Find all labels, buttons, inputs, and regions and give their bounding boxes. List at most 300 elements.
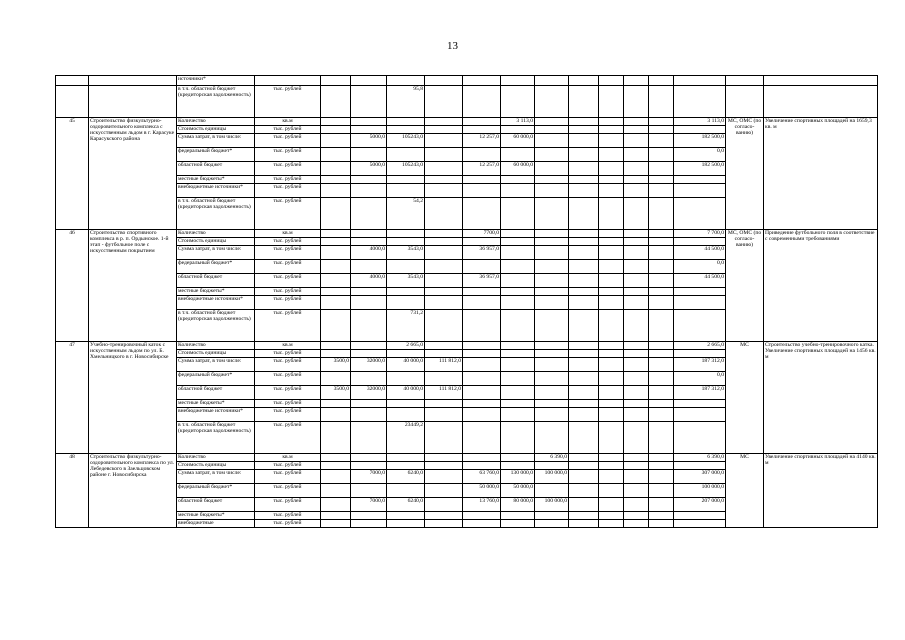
value-cell-c14 bbox=[649, 372, 674, 386]
unit-cell: тыс. рублей bbox=[255, 296, 321, 310]
unit-cell: тыс. рублей bbox=[255, 400, 321, 408]
value-cell-total bbox=[674, 296, 726, 310]
value-cell-c13 bbox=[624, 462, 649, 470]
value-cell-c5: 4000,0 bbox=[351, 246, 387, 260]
value-cell-c11 bbox=[569, 162, 599, 176]
value-cell-c5: 7000,0 bbox=[351, 470, 387, 484]
value-cell-c13 bbox=[624, 260, 649, 274]
unit-cell: тыс. рублей bbox=[255, 198, 321, 230]
value-cell-c8 bbox=[463, 350, 501, 358]
table-row bbox=[56, 454, 878, 462]
value-cell-c9 bbox=[501, 296, 535, 310]
expected-result: Строительство учебно-тренировочного катка. Увеличение спортивных площадей на 1456 кв. м bbox=[764, 342, 878, 454]
unit-cell: тыс. рублей bbox=[255, 86, 321, 118]
value-cell-c10 bbox=[535, 274, 569, 288]
value-cell-c4 bbox=[321, 408, 351, 422]
value-cell-c8 bbox=[463, 296, 501, 310]
value-cell-c5 bbox=[351, 310, 387, 342]
value-cell-c6 bbox=[387, 454, 425, 462]
value-cell-c6: 95,8 bbox=[387, 86, 425, 118]
value-cell-c10: 100 000,0 bbox=[535, 470, 569, 484]
value-cell-c14 bbox=[649, 310, 674, 342]
value-cell-c14 bbox=[649, 386, 674, 400]
value-cell-c7 bbox=[425, 76, 463, 86]
value-cell-c4 bbox=[321, 484, 351, 498]
table-row bbox=[56, 230, 878, 238]
value-cell-total bbox=[674, 408, 726, 422]
value-cell-c9 bbox=[501, 274, 535, 288]
indicator-cell: внебюджетные источники* bbox=[177, 296, 255, 310]
object-name: Строительство физкультурно-оздоровительного комплекса по ул. Лебедевского в Заельцовском районе г. Новосибирска bbox=[89, 454, 177, 528]
unit-cell: тыс. рублей bbox=[255, 462, 321, 470]
value-cell-c11 bbox=[569, 274, 599, 288]
unit-cell: тыс. рублей bbox=[255, 350, 321, 358]
value-cell-c10 bbox=[535, 148, 569, 162]
value-cell-c5: 32000,0 bbox=[351, 358, 387, 372]
value-cell-c5 bbox=[351, 86, 387, 118]
value-cell-c7 bbox=[425, 470, 463, 484]
value-cell-c4 bbox=[321, 148, 351, 162]
indicator-cell: внебюджетные bbox=[177, 520, 255, 528]
value-cell-c13 bbox=[624, 246, 649, 260]
value-cell-c11 bbox=[569, 246, 599, 260]
value-cell-c12 bbox=[599, 386, 624, 400]
value-cell-c11 bbox=[569, 310, 599, 342]
value-cell-c14 bbox=[649, 470, 674, 484]
value-cell-c11 bbox=[569, 484, 599, 498]
value-cell-c6 bbox=[387, 230, 425, 238]
value-cell-c13 bbox=[624, 198, 649, 230]
value-cell-total: 207 000,0 bbox=[674, 498, 726, 512]
expected-result: Увеличение спортивных площадей на 1659,3 кв. м bbox=[764, 118, 878, 230]
value-cell-c10 bbox=[535, 350, 569, 358]
value-cell-c10 bbox=[535, 134, 569, 148]
indicator-cell: источники* bbox=[177, 76, 255, 86]
indicator-cell: областной бюджет bbox=[177, 274, 255, 288]
value-cell-c12 bbox=[599, 76, 624, 86]
unit-cell: тыс. рублей bbox=[255, 238, 321, 246]
value-cell-c9 bbox=[501, 86, 535, 118]
value-cell-c8 bbox=[463, 86, 501, 118]
value-cell-c7: 111 812,0 bbox=[425, 358, 463, 372]
value-cell-c8 bbox=[463, 520, 501, 528]
value-cell-c10 bbox=[535, 520, 569, 528]
value-cell-c14 bbox=[649, 408, 674, 422]
value-cell-total bbox=[674, 176, 726, 184]
value-cell-c14 bbox=[649, 260, 674, 274]
value-cell-c8 bbox=[463, 176, 501, 184]
value-cell-c5 bbox=[351, 288, 387, 296]
value-cell-c11 bbox=[569, 148, 599, 162]
value-cell-c13 bbox=[624, 386, 649, 400]
value-cell-c14 bbox=[649, 162, 674, 176]
value-cell-c13 bbox=[624, 350, 649, 358]
value-cell-c9: 60 000,0 bbox=[501, 134, 535, 148]
value-cell-c9: 130 000,0 bbox=[501, 470, 535, 484]
value-cell-c11 bbox=[569, 176, 599, 184]
value-cell-c7 bbox=[425, 422, 463, 454]
value-cell-c10 bbox=[535, 260, 569, 274]
value-cell-c13 bbox=[624, 520, 649, 528]
value-cell-c10 bbox=[535, 310, 569, 342]
value-cell-c14 bbox=[649, 400, 674, 408]
value-cell-c7 bbox=[425, 342, 463, 350]
table-row bbox=[56, 342, 878, 350]
value-cell-c5 bbox=[351, 260, 387, 274]
value-cell-c5 bbox=[351, 230, 387, 238]
value-cell-c12 bbox=[599, 520, 624, 528]
value-cell-c14 bbox=[649, 86, 674, 118]
value-cell-c14 bbox=[649, 176, 674, 184]
value-cell-c4: 3500,0 bbox=[321, 358, 351, 372]
value-cell-c5 bbox=[351, 422, 387, 454]
value-cell-c14 bbox=[649, 350, 674, 358]
value-cell-c7 bbox=[425, 462, 463, 470]
value-cell-c8 bbox=[463, 198, 501, 230]
unit-cell: тыс. рублей bbox=[255, 260, 321, 274]
value-cell-c5: 5000,0 bbox=[351, 162, 387, 176]
indicator-cell: внебюджетные источники* bbox=[177, 408, 255, 422]
value-cell-c6 bbox=[387, 408, 425, 422]
value-cell-c5: 7000,0 bbox=[351, 498, 387, 512]
value-cell-c5 bbox=[351, 118, 387, 126]
value-cell-c11 bbox=[569, 372, 599, 386]
value-cell-c6: 3543,0 bbox=[387, 246, 425, 260]
value-cell-c11 bbox=[569, 76, 599, 86]
value-cell-total bbox=[674, 512, 726, 520]
value-cell-total bbox=[674, 422, 726, 454]
value-cell-c6 bbox=[387, 400, 425, 408]
value-cell-c7 bbox=[425, 260, 463, 274]
value-cell-c4 bbox=[321, 184, 351, 198]
responsible-org: МС, ОМС (по согласо-ванию) bbox=[726, 230, 764, 342]
unit-cell: тыс. рублей bbox=[255, 176, 321, 184]
value-cell-c11 bbox=[569, 288, 599, 296]
value-cell-total bbox=[674, 462, 726, 470]
value-cell-c8 bbox=[463, 118, 501, 126]
value-cell-c6: 3543,0 bbox=[387, 274, 425, 288]
value-cell-c12 bbox=[599, 342, 624, 350]
value-cell-c6 bbox=[387, 296, 425, 310]
value-cell-c5 bbox=[351, 238, 387, 246]
value-cell-c9 bbox=[501, 520, 535, 528]
value-cell-c5 bbox=[351, 198, 387, 230]
value-cell-c13 bbox=[624, 358, 649, 372]
value-cell-c13 bbox=[624, 184, 649, 198]
indicator-cell: областной бюджет bbox=[177, 162, 255, 176]
org-cell bbox=[726, 86, 764, 118]
value-cell-c13 bbox=[624, 422, 649, 454]
unit-cell: тыс. рублей bbox=[255, 184, 321, 198]
unit-cell: тыс. рублей bbox=[255, 358, 321, 372]
value-cell-c6: 731,2 bbox=[387, 310, 425, 342]
value-cell-c12 bbox=[599, 422, 624, 454]
indicator-cell: Стоимость единицы bbox=[177, 350, 255, 358]
unit-cell: тыс. рублей bbox=[255, 422, 321, 454]
value-cell-c5 bbox=[351, 454, 387, 462]
indicator-cell: в т.ч. областной бюджет (кредиторская задолженность) bbox=[177, 86, 255, 118]
value-cell-c12 bbox=[599, 260, 624, 274]
value-cell-c8: 13 760,0 bbox=[463, 498, 501, 512]
value-cell-c4 bbox=[321, 118, 351, 126]
unit-cell: тыс. рублей bbox=[255, 134, 321, 148]
value-cell-c6 bbox=[387, 512, 425, 520]
program-table bbox=[55, 75, 878, 528]
value-cell-c7 bbox=[425, 246, 463, 260]
unit-cell: тыс. рублей bbox=[255, 288, 321, 296]
value-cell-c13 bbox=[624, 76, 649, 86]
value-cell-c14 bbox=[649, 126, 674, 134]
value-cell-c13 bbox=[624, 342, 649, 350]
value-cell-c7 bbox=[425, 198, 463, 230]
indicator-cell: Сумма затрат, в том числе: bbox=[177, 358, 255, 372]
value-cell-c11 bbox=[569, 520, 599, 528]
value-cell-c11 bbox=[569, 454, 599, 462]
object-number: 47 bbox=[56, 342, 89, 454]
value-cell-c6 bbox=[387, 126, 425, 134]
value-cell-c9 bbox=[501, 358, 535, 372]
value-cell-c10 bbox=[535, 422, 569, 454]
value-cell-c10 bbox=[535, 342, 569, 350]
value-cell-c7 bbox=[425, 400, 463, 408]
value-cell-c7 bbox=[425, 134, 463, 148]
value-cell-c5 bbox=[351, 126, 387, 134]
value-cell-c11 bbox=[569, 350, 599, 358]
value-cell-c13 bbox=[624, 296, 649, 310]
value-cell-c5 bbox=[351, 76, 387, 86]
value-cell-c10: 6 390,0 bbox=[535, 454, 569, 462]
indicator-cell: в т.ч. областной бюджет (кредиторская задолженность) bbox=[177, 198, 255, 230]
value-cell-total bbox=[674, 350, 726, 358]
unit-cell: тыс. рублей bbox=[255, 512, 321, 520]
value-cell-c11 bbox=[569, 118, 599, 126]
value-cell-total: 187 312,0 bbox=[674, 358, 726, 372]
value-cell-c5 bbox=[351, 400, 387, 408]
value-cell-c11 bbox=[569, 260, 599, 274]
value-cell-c12 bbox=[599, 400, 624, 408]
value-cell-c8 bbox=[463, 76, 501, 86]
value-cell-c12 bbox=[599, 230, 624, 238]
value-cell-c5: 32000,0 bbox=[351, 386, 387, 400]
responsible-org: МС bbox=[726, 342, 764, 454]
value-cell-c13 bbox=[624, 176, 649, 184]
value-cell-c4 bbox=[321, 274, 351, 288]
value-cell-c4 bbox=[321, 246, 351, 260]
value-cell-c4 bbox=[321, 400, 351, 408]
value-cell-c7 bbox=[425, 230, 463, 238]
value-cell-c7 bbox=[425, 454, 463, 462]
value-cell-total: 0,0 bbox=[674, 260, 726, 274]
value-cell-c13 bbox=[624, 484, 649, 498]
value-cell-c6 bbox=[387, 288, 425, 296]
value-cell-c9 bbox=[501, 176, 535, 184]
value-cell-total: 0,0 bbox=[674, 148, 726, 162]
value-cell-total bbox=[674, 76, 726, 86]
value-cell-total bbox=[674, 184, 726, 198]
value-cell-c8 bbox=[463, 342, 501, 350]
value-cell-c13 bbox=[624, 498, 649, 512]
value-cell-c9 bbox=[501, 400, 535, 408]
value-cell-c12 bbox=[599, 134, 624, 148]
value-cell-c10 bbox=[535, 238, 569, 246]
value-cell-c9 bbox=[501, 238, 535, 246]
unit-cell bbox=[255, 76, 321, 86]
value-cell-c10 bbox=[535, 386, 569, 400]
value-cell-c7 bbox=[425, 274, 463, 288]
value-cell-c11 bbox=[569, 134, 599, 148]
indicator-cell: местные бюджеты* bbox=[177, 512, 255, 520]
value-cell-total bbox=[674, 310, 726, 342]
value-cell-total bbox=[674, 288, 726, 296]
value-cell-c12 bbox=[599, 454, 624, 462]
indicator-cell: Стоимость единицы bbox=[177, 126, 255, 134]
page-number: 13 bbox=[447, 40, 458, 52]
value-cell-c10 bbox=[535, 484, 569, 498]
indicator-cell: внебюджетные источники* bbox=[177, 184, 255, 198]
value-cell-c4 bbox=[321, 134, 351, 148]
expected-result: Приведение футбольного поля в соответствие с современными требованиями bbox=[764, 230, 878, 342]
value-cell-c8 bbox=[463, 408, 501, 422]
value-cell-c4 bbox=[321, 350, 351, 358]
unit-cell: тыс. рублей bbox=[255, 148, 321, 162]
value-cell-c7 bbox=[425, 310, 463, 342]
value-cell-c9: 80 000,0 bbox=[501, 498, 535, 512]
value-cell-c6 bbox=[387, 520, 425, 528]
value-cell-total: 2 665,0 bbox=[674, 342, 726, 350]
value-cell-c13 bbox=[624, 126, 649, 134]
value-cell-total: 100 000,0 bbox=[674, 484, 726, 498]
responsible-org: МС, ОМС (по согласо-ванию) bbox=[726, 118, 764, 230]
indicator-cell: местные бюджеты* bbox=[177, 176, 255, 184]
value-cell-c6 bbox=[387, 462, 425, 470]
value-cell-c14 bbox=[649, 484, 674, 498]
value-cell-total bbox=[674, 126, 726, 134]
value-cell-c4 bbox=[321, 498, 351, 512]
unit-cell: тыс. рублей bbox=[255, 484, 321, 498]
value-cell-c8 bbox=[463, 386, 501, 400]
object-name: Строительство физкультурно-оздоровительного комплекса с искусственным льдом в г. Карасуке Карасукского района bbox=[89, 118, 177, 230]
value-cell-c12 bbox=[599, 162, 624, 176]
unit-cell: кв.м bbox=[255, 454, 321, 462]
value-cell-total: 7 700,0 bbox=[674, 230, 726, 238]
value-cell-c4 bbox=[321, 310, 351, 342]
indicator-cell: в т.ч. областной бюджет (кредиторская задолженность) bbox=[177, 310, 255, 342]
value-cell-c12 bbox=[599, 470, 624, 484]
value-cell-c6 bbox=[387, 148, 425, 162]
value-cell-c5: 5000,0 bbox=[351, 134, 387, 148]
table-row bbox=[56, 118, 878, 126]
indicator-cell: федеральный бюджет* bbox=[177, 148, 255, 162]
value-cell-c13 bbox=[624, 288, 649, 296]
value-cell-c4 bbox=[321, 176, 351, 184]
indicator-cell: Сумма затрат, в том числе: bbox=[177, 134, 255, 148]
indicator-cell: Стоимость единицы bbox=[177, 462, 255, 470]
value-cell-c6 bbox=[387, 484, 425, 498]
value-cell-c9: 50 000,0 bbox=[501, 484, 535, 498]
value-cell-total: 44 500,0 bbox=[674, 246, 726, 260]
value-cell-c6 bbox=[387, 372, 425, 386]
value-cell-c6 bbox=[387, 176, 425, 184]
indicator-cell: Количество bbox=[177, 342, 255, 350]
unit-cell: тыс. рублей bbox=[255, 246, 321, 260]
value-cell-c12 bbox=[599, 176, 624, 184]
value-cell-c7 bbox=[425, 520, 463, 528]
value-cell-c11 bbox=[569, 462, 599, 470]
indicator-cell: Стоимость единицы bbox=[177, 238, 255, 246]
value-cell-c10 bbox=[535, 288, 569, 296]
value-cell-c9 bbox=[501, 246, 535, 260]
value-cell-c5 bbox=[351, 408, 387, 422]
value-cell-c11 bbox=[569, 498, 599, 512]
value-cell-c4 bbox=[321, 126, 351, 134]
value-cell-c14 bbox=[649, 422, 674, 454]
value-cell-c12 bbox=[599, 184, 624, 198]
value-cell-c9 bbox=[501, 184, 535, 198]
value-cell-c8: 50 000,0 bbox=[463, 484, 501, 498]
value-cell-c8 bbox=[463, 358, 501, 372]
value-cell-c9 bbox=[501, 126, 535, 134]
value-cell-c14 bbox=[649, 238, 674, 246]
value-cell-c12 bbox=[599, 288, 624, 296]
value-cell-total bbox=[674, 198, 726, 230]
value-cell-total bbox=[674, 520, 726, 528]
object-name: Строительство спортивного комплекса в р. п. Ордынское. 1-й этап - футбольное поле с искусственным покрытием bbox=[89, 230, 177, 342]
indicator-cell: Количество bbox=[177, 230, 255, 238]
value-cell-c6: 23449,2 bbox=[387, 422, 425, 454]
no-cell bbox=[56, 76, 89, 86]
value-cell-c12 bbox=[599, 238, 624, 246]
value-cell-c4 bbox=[321, 454, 351, 462]
value-cell-c7 bbox=[425, 372, 463, 386]
object-name: Учебно-тренировочный каток с искусственным льдом по ул. Б. Хмельницкого в г. Новосибирске bbox=[89, 342, 177, 454]
value-cell-c4 bbox=[321, 288, 351, 296]
name-cell bbox=[89, 76, 177, 86]
value-cell-c13 bbox=[624, 238, 649, 246]
value-cell-c8 bbox=[463, 462, 501, 470]
indicator-cell: Количество bbox=[177, 454, 255, 462]
value-cell-c4 bbox=[321, 372, 351, 386]
value-cell-c6: 40 000,0 bbox=[387, 386, 425, 400]
value-cell-c7 bbox=[425, 162, 463, 176]
value-cell-c12 bbox=[599, 274, 624, 288]
value-cell-c7 bbox=[425, 86, 463, 118]
value-cell-c12 bbox=[599, 358, 624, 372]
value-cell-c6: 6240,0 bbox=[387, 470, 425, 484]
value-cell-c8: 63 760,0 bbox=[463, 470, 501, 484]
unit-cell: тыс. рублей bbox=[255, 274, 321, 288]
value-cell-c9 bbox=[501, 288, 535, 296]
value-cell-c8 bbox=[463, 372, 501, 386]
value-cell-c4 bbox=[321, 462, 351, 470]
org-cell bbox=[726, 76, 764, 86]
indicator-cell: Количество bbox=[177, 118, 255, 126]
value-cell-c13 bbox=[624, 274, 649, 288]
unit-cell: тыс. рублей bbox=[255, 310, 321, 342]
indicator-cell: Сумма затрат, в том числе: bbox=[177, 470, 255, 484]
value-cell-c7 bbox=[425, 350, 463, 358]
value-cell-c8 bbox=[463, 260, 501, 274]
value-cell-c8 bbox=[463, 310, 501, 342]
value-cell-c13 bbox=[624, 230, 649, 238]
unit-cell: тыс. рублей bbox=[255, 386, 321, 400]
value-cell-c4 bbox=[321, 422, 351, 454]
value-cell-c7 bbox=[425, 296, 463, 310]
value-cell-c11 bbox=[569, 184, 599, 198]
value-cell-c10 bbox=[535, 246, 569, 260]
value-cell-c10 bbox=[535, 408, 569, 422]
table-row bbox=[56, 76, 878, 86]
value-cell-c8: 12 257,0 bbox=[463, 134, 501, 148]
